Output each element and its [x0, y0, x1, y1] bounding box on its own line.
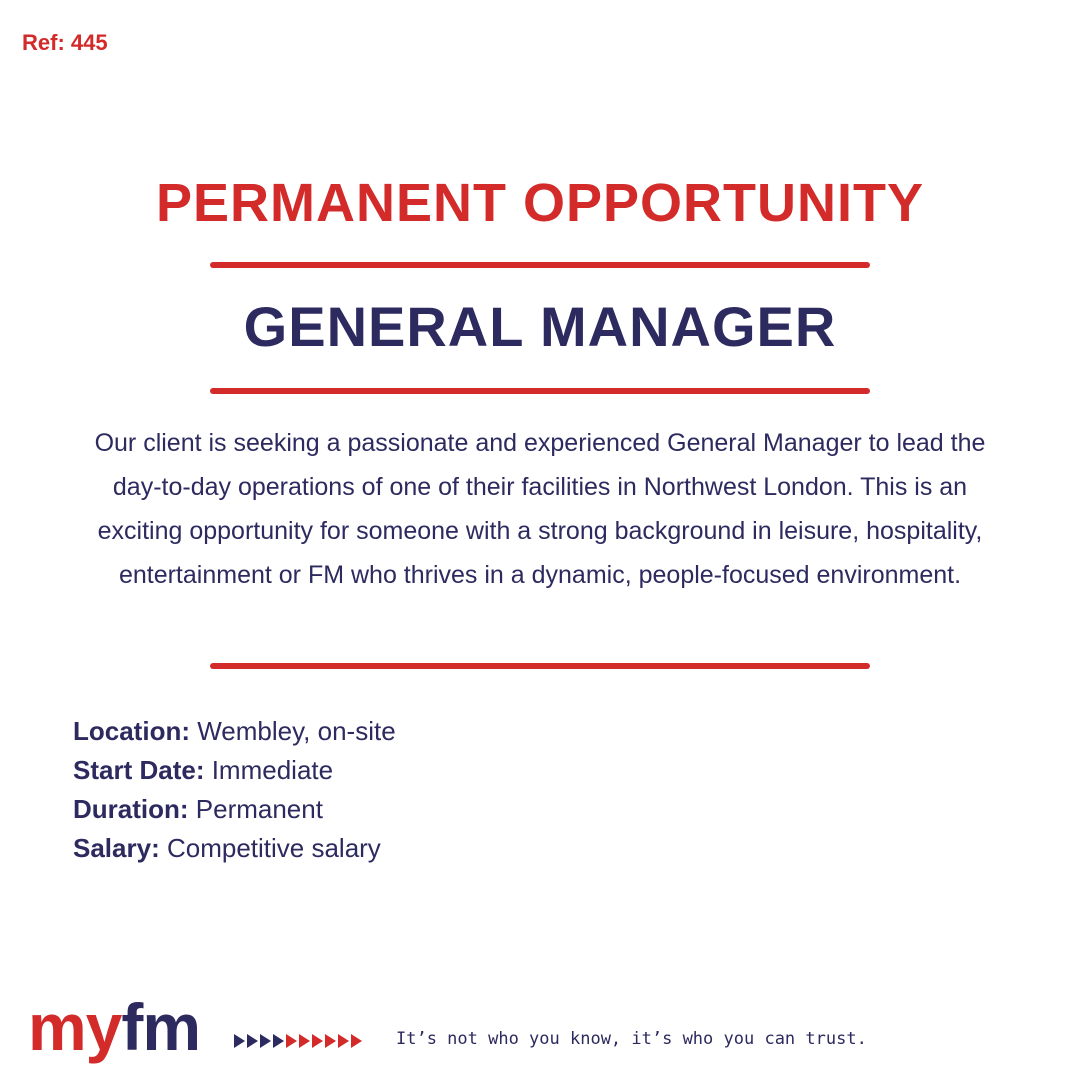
arrow-icon: [312, 1034, 323, 1048]
detail-value: Immediate: [204, 755, 334, 785]
arrow-icon: [338, 1034, 349, 1048]
tagline: It’s not who you know, it’s who you can trust.: [396, 1029, 867, 1049]
detail-value: Competitive salary: [159, 833, 381, 863]
detail-duration: [73, 790, 396, 829]
detail-label: Salary:: [73, 833, 160, 863]
detail-salary: [73, 829, 396, 868]
arrow-icon: [299, 1034, 310, 1048]
arrow-icon: [247, 1034, 258, 1048]
divider-bottom: [210, 663, 870, 669]
arrow-icon: [234, 1034, 245, 1048]
divider-middle: [210, 388, 870, 394]
headline: PERMANENT OPPORTUNITY: [155, 173, 925, 233]
detail-value: Permanent: [188, 794, 323, 824]
detail-location: [73, 712, 396, 751]
reference-number: Ref: 445: [22, 30, 108, 55]
job-details: [73, 712, 396, 868]
divider-top: [210, 262, 870, 268]
logo-my: my: [28, 990, 122, 1064]
detail-label: Start Date:: [73, 755, 205, 785]
arrow-icon: [286, 1034, 297, 1048]
detail-label: Duration:: [73, 794, 189, 824]
myfm-logo: [28, 992, 200, 1062]
arrow-icon: [325, 1034, 336, 1048]
arrow-icon: [260, 1034, 271, 1048]
arrow-icon: [273, 1034, 284, 1048]
detail-value: Wembley, on-site: [190, 716, 396, 746]
detail-label: Location:: [73, 716, 190, 746]
job-description: Our client is seeking a passionate and experienced General Manager to lead the day-to-day operations of one of their facilities in Northwest London. This is an exciting opportunity for someone with a strong background in leisure, hospitality, entertainment or FM who thrives in a dynamic, people-focused environment.: [94, 429, 986, 589]
arrow-chevrons-icon: [234, 1034, 362, 1048]
detail-start-date: [73, 751, 396, 790]
logo-fm: fm: [121, 990, 201, 1064]
job-title: GENERAL MANAGER: [243, 295, 837, 358]
arrow-icon: [351, 1034, 362, 1048]
